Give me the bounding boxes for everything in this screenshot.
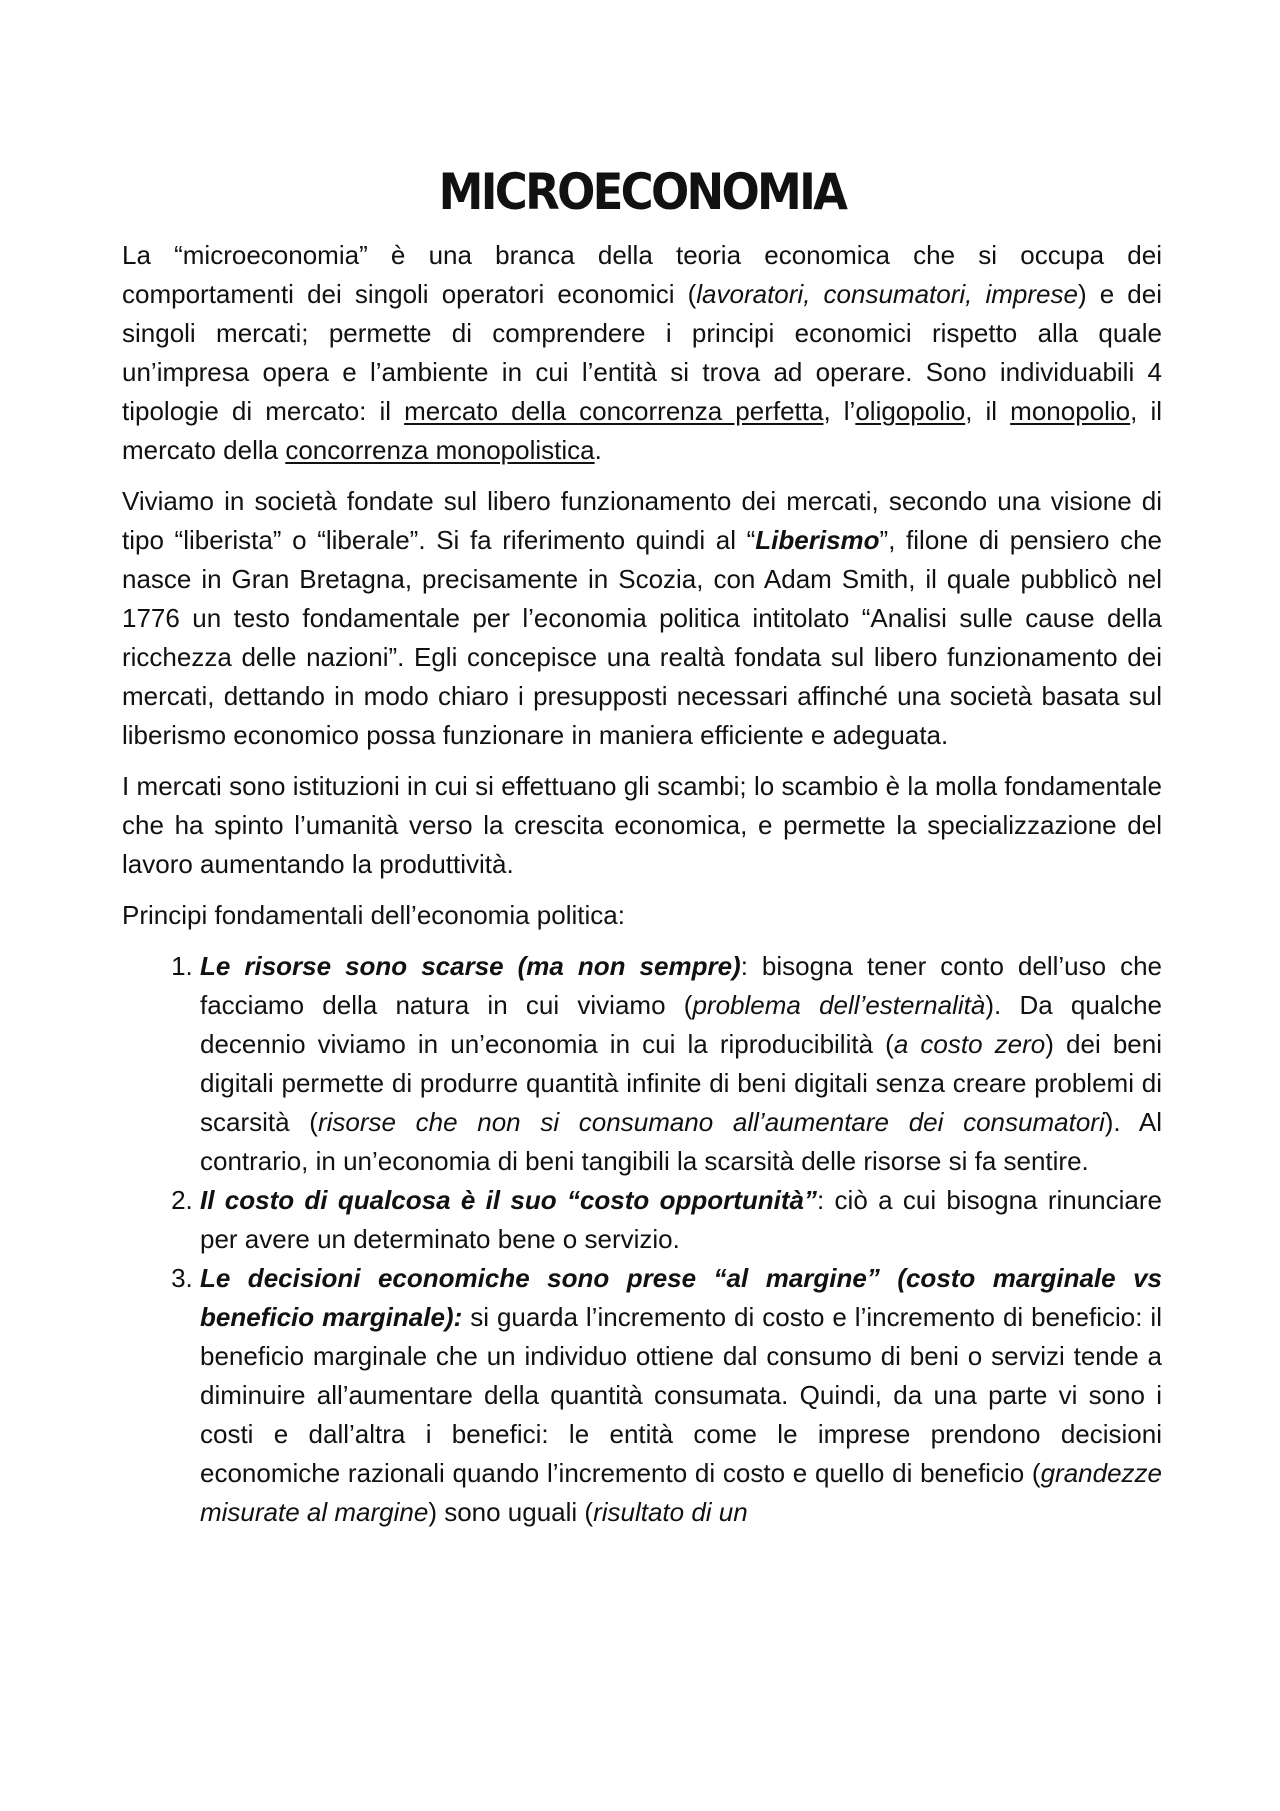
text: ) e dei singoli mercati; permette di comprendere i principi economici rispetto alla quale un’impresa opera e l’ambiente in cui l’entità si trova ad operare. Sono individuabili 4 tipologie di mercato: il — [122, 279, 1163, 426]
bold-italic-term: Liberismo — [755, 525, 880, 555]
list-item — [200, 1181, 1162, 1259]
underlined-term: concorrenza monopolistica — [285, 435, 595, 465]
document-page — [122, 150, 1162, 1532]
italic-text: grandezze misurate al margine — [200, 1458, 1162, 1527]
text: ”, filone di pensiero che nasce in Gran Bretagna, precisamente in Scozia, con Adam Smith, il quale pubblicò nel 1776 un testo fondamentale per l’economia politica intitolato “Analisi sulle cause della ricchezza delle nazioni”. Egli concepisce una realtà fondata sul libero funzionamento dei mercati, dettando in modo chiaro i presupposti necessari affinché una società basata sul liberismo economico possa funzionare in maniera efficiente e adeguata. — [122, 525, 1162, 750]
underlined-term: mercato della concorrenza perfetta — [404, 396, 824, 426]
text: ) dei beni digitali permette di produrre quantità infinite di beni digitali senza creare problemi di scarsità ( — [200, 1029, 1162, 1137]
bold-italic-term: Il costo di qualcosa è il suo “costo opportunità” — [200, 1185, 818, 1215]
list-item — [200, 1259, 1162, 1532]
text: . — [594, 435, 602, 465]
bold-italic-term: Le risorse sono scarse (ma non sempre) — [200, 951, 741, 981]
text: , l’ — [823, 396, 856, 426]
underlined-term: monopolio — [1010, 396, 1131, 426]
paragraph-principi-heading: Principi fondamentali dell’economia politica: — [122, 900, 625, 930]
text: : bisogna tener conto dell’uso che facciamo della natura in cui viviamo ( — [200, 951, 1163, 1020]
bold-italic-term: Le decisioni economiche sono prese “al margine” (costo marginale vs beneficio marginale): — [200, 1263, 1162, 1332]
principles-list — [122, 947, 1162, 1532]
text: ) sono uguali ( — [428, 1497, 594, 1527]
page-title: MICROECONOMIA — [438, 163, 846, 221]
text: , il — [965, 396, 1011, 426]
paragraph-liberismo — [122, 482, 1162, 755]
italic-text: problema dell’esternalità — [692, 990, 986, 1020]
paragraph-mercati: I mercati sono istituzioni in cui si effettuano gli scambi; lo scambio è la molla fondamentale che ha spinto l’umanità verso la crescita economica, e permette la specializzazione del lavoro aumentando la produttività. — [122, 771, 1162, 879]
italic-text: a costo zero — [893, 1029, 1046, 1059]
italic-text: risorse che non si consumano all’aumentare dei consumatori — [317, 1107, 1105, 1137]
text: : ciò a cui bisogna rinunciare per avere un determinato bene o servizio. — [200, 1185, 1162, 1254]
italic-text: risultato di un — [593, 1497, 748, 1527]
italic-text: lavoratori, consumatori, imprese — [696, 279, 1078, 309]
text: ). Al contrario, in un’economia di beni tangibili la scarsità delle risorse si fa sentire. — [200, 1107, 1162, 1176]
text: ). Da qualche decennio viviamo in un’economia in cui la riproducibilità ( — [200, 990, 1163, 1059]
text: , il mercato della — [122, 396, 1162, 465]
text: Viviamo in società fondate sul libero funzionamento dei mercati, secondo una visione di tipo “liberista” o “liberale”. Si fa riferimento quindi al “ — [122, 486, 1162, 555]
text: si guarda l’incremento di costo e l’incremento di beneficio: il beneficio marginale che un individuo ottiene dal consumo di beni o servizi tende a diminuire all’aumentare della quantità consumata. Quindi, da una parte vi sono i costi e dall’altra i benefici: le entità come le imprese prendono decisioni economiche razionali quando l’incremento di costo e quello di beneficio ( — [200, 1302, 1162, 1488]
paragraph-intro — [122, 236, 1162, 470]
underlined-term: oligopolio — [855, 396, 966, 426]
list-item — [200, 947, 1162, 1181]
text: La “microeconomia” è una branca della teoria economica che si occupa dei comportamenti dei singoli operatori economici ( — [122, 240, 1162, 309]
